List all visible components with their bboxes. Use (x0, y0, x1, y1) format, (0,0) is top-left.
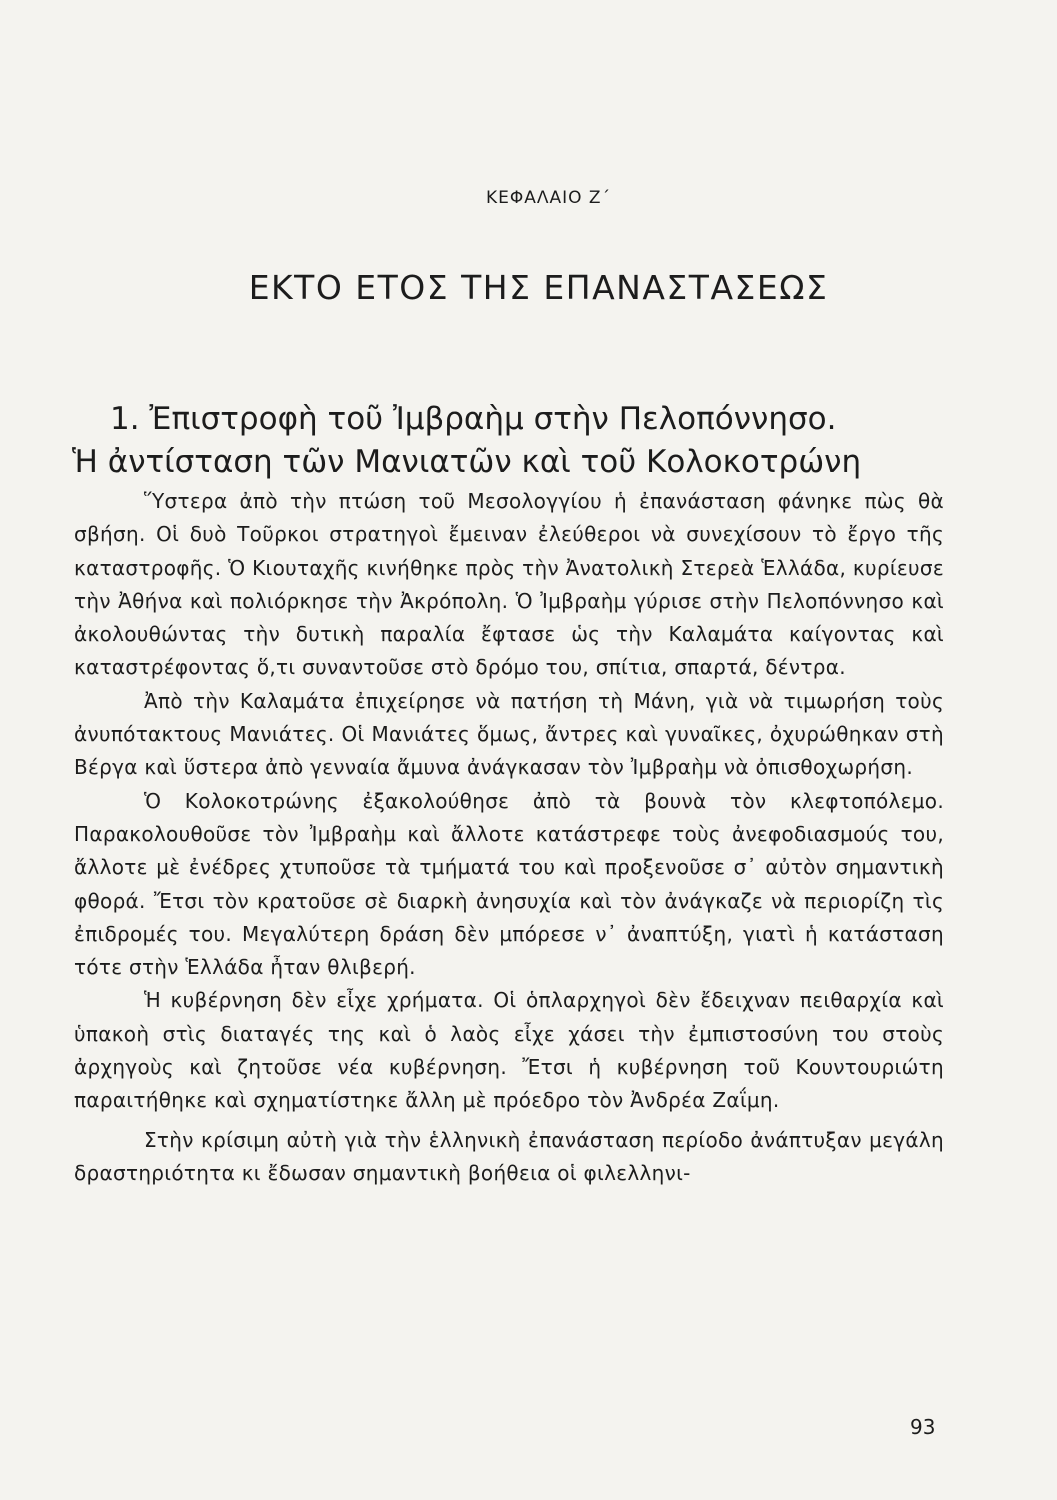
chapter-title: ΕΚΤΟ ΕΤΟΣ ΤΗΣ ΕΠΑΝΑΣΤΑΣΕΩΣ (248, 268, 829, 307)
section-title (72, 398, 970, 484)
paragraph-2: Ἀπὸ τὴν Καλαμάτα ἐπιχείρησε νὰ πατήση τὴ Μάνη, γιὰ νὰ τιμωρήση τοὺς ἀνυπότακτους Μανιάτες. Οἱ Μανιάτες ὅμως, ἄντρες καὶ γυναῖκες, ὀχυρώθηκαν στὴ Βέργα καὶ ὕστερα ἀπὸ γενναία ἄμυνα ἀνάγκασαν τὸν Ἰμβραὴμ νὰ ὀπισθοχωρήση. (74, 688, 944, 780)
page-number: 93 (910, 1415, 936, 1439)
paragraph-1: Ὕστερα ἀπὸ τὴν πτώση τοῦ Μεσολογγίου ἡ ἐπανάσταση φάνηκε πὼς θὰ σβήση. Οἱ δυὸ Τοῦρκοι στρατηγοὶ ἔμειναν ἐλεύθεροι νὰ συνεχίσουν τὸ ἔργο τῆς καταστροφῆς. Ὁ Κιουταχῆς κινήθηκε πρὸς τὴν Ἀνατολικὴ Στερεὰ Ἑλλάδα, κυρίευσε τὴν Ἀθήνα καὶ πολιόρκησε τὴν Ἀκρόπολη. Ὁ Ἰμβραὴμ γύρισε στὴν Πελοπόννησο καὶ ἀκολουθώντας τὴν δυτικὴ παραλία ἔφτασε ὡς τὴν Καλαμάτα καίγοντας καὶ καταστρέφοντας ὅ,τι συναντοῦσε στὸ δρόμο του, σπίτια, σπαρτά, δέντρα. (74, 489, 944, 680)
body-text (74, 485, 944, 1190)
section-title-line-2: Ἡ ἀντίσταση τῶν Μανιατῶν καὶ τοῦ Κολοκοτρώνη (72, 444, 862, 480)
paragraph-3: Ὁ Κολοκοτρώνης ἐξακολούθησε ἀπὸ τὰ βουνὰ τὸν κλεφτοπόλεμο. Παρακολουθοῦσε τὸν Ἰμβραὴμ καὶ ἄλλοτε κατάστρεφε τοὺς ἀνεφοδιασμούς του, ἄλλοτε μὲ ἐνέδρες χτυποῦσε τὰ τμήματά του καὶ προξενοῦσε σ᾽ αὐτὸν σημαντικὴ φθορά. Ἔτσι τὸν κρατοῦσε σὲ διαρκὴ ἀνησυχία καὶ τὸν ἀνάγκαζε νὰ περιορίζη τὶς ἐπιδρομές του. Μεγαλύτερη δράση δὲν μπόρεσε ν᾽ ἀναπτύξη, γιατὶ ἡ κατάσταση τότε στὴν Ἑλλάδα ἦταν θλιβερή. (74, 788, 944, 980)
paragraph-5: Στὴν κρίσιμη αὐτὴ γιὰ τὴν ἑλληνικὴ ἐπανάσταση περίοδο ἀνάπτυξαν μεγάλη δραστηριότητα κι ἔδωσαν σημαντικὴ βοήθεια οἱ φιλελληνι- (74, 1127, 944, 1185)
paragraph-4: Ἡ κυβέρνηση δὲν εἶχε χρήματα. Οἱ ὁπλαρχηγοὶ δὲν ἔδειχναν πειθαρχία καὶ ὑπακοὴ στὶς διαταγές της καὶ ὁ λαὸς εἶχε χάσει τὴν ἐμπιστοσύνη του στοὺς ἀρχηγοὺς καὶ ζητοῦσε νέα κυβέρνηση. Ἔτσι ἡ κυβέρνηση τοῦ Κουντουριώτη παραιτήθηκε καὶ σχηματίστηκε ἄλλη μὲ πρόεδρο τὸν Ἀνδρέα Ζαΐμη. (74, 988, 944, 1113)
section-title-line-1: 1. Ἐπιστροφὴ τοῦ Ἰμβραὴμ στὴν Πελοπόννησο. (110, 401, 837, 437)
chapter-label: ΚΕΦΑΛΑΙΟ Ζ΄ (485, 188, 612, 208)
